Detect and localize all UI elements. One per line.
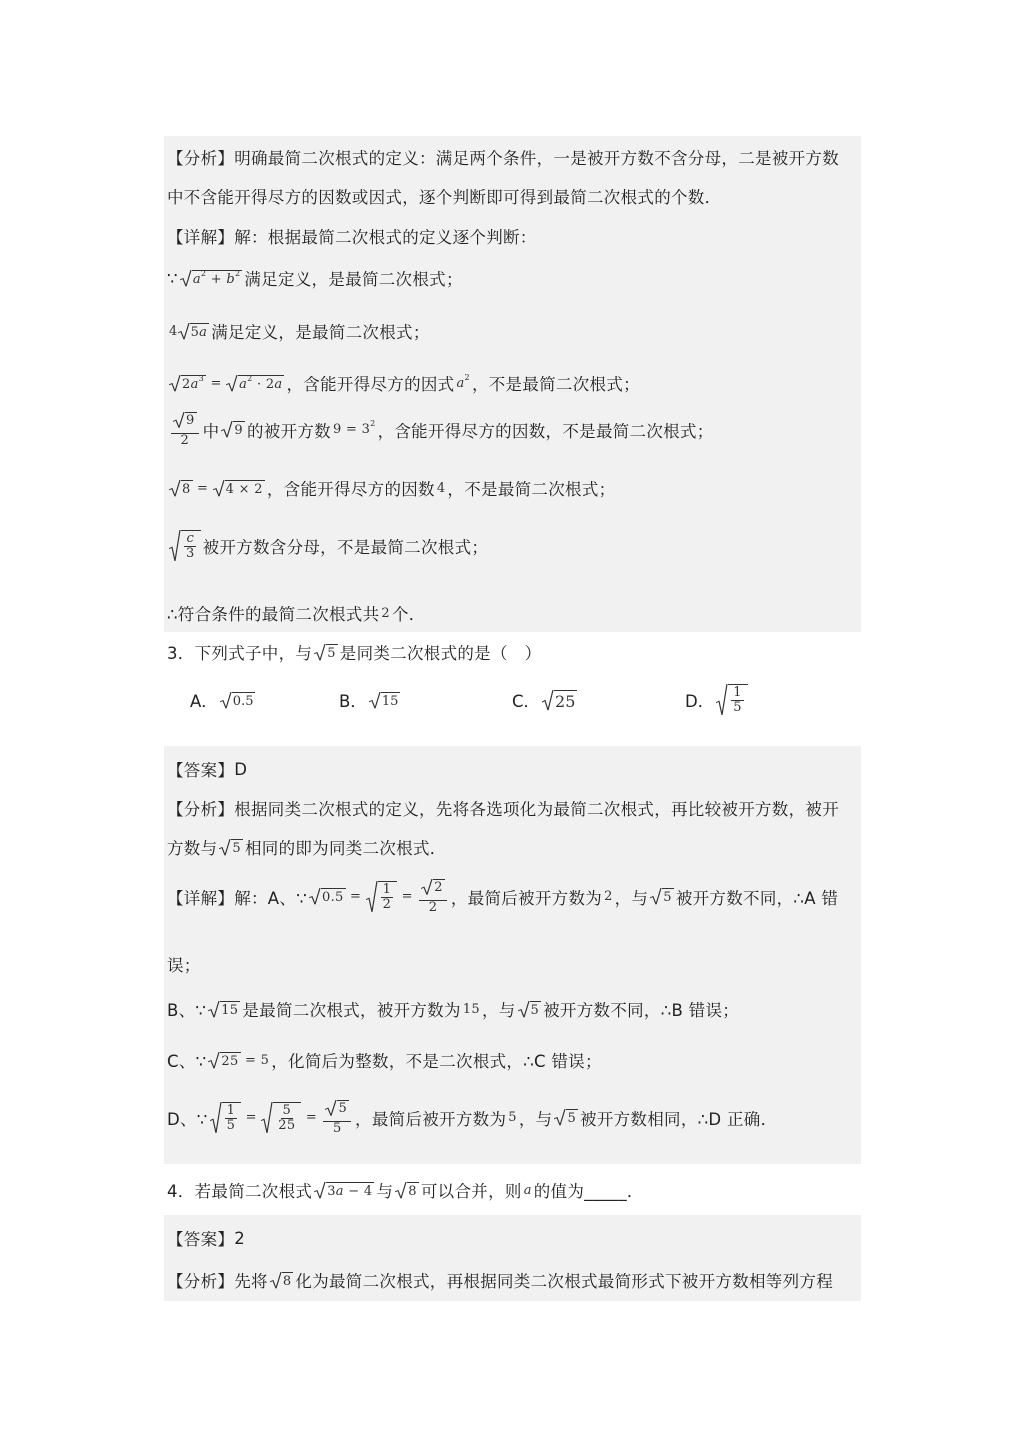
analysis-tag: 【分析】 xyxy=(167,149,235,168)
option-radicand: 0.5 xyxy=(232,693,254,709)
q2-analysis-line-1 xyxy=(167,145,861,169)
math-radical: 15 xyxy=(208,1001,240,1018)
q4-analysis xyxy=(167,1268,861,1292)
q2-row-3 xyxy=(167,371,861,395)
row-text: ，不是最简二次根式； xyxy=(471,375,640,394)
detail-text: 误； xyxy=(167,956,201,975)
q2-row-2 xyxy=(167,319,861,343)
answer-value: D xyxy=(234,759,248,779)
option-c xyxy=(512,688,579,712)
math-radical: 8 xyxy=(270,1272,294,1289)
detail-text: ，与 xyxy=(481,1001,516,1020)
detail-tag: 【详解】 xyxy=(167,228,235,247)
option-math xyxy=(220,692,256,709)
math-radical: 5 xyxy=(219,839,243,856)
math-radical-fraction: $\frac{c}{3}$ xyxy=(169,530,201,562)
analysis-text: 先将 xyxy=(234,1272,268,1291)
detail-text: 被开方数相同，∴D 正确． xyxy=(580,1109,778,1129)
analysis-text: 根据同类二次根式的定义，先将各选项化为最简二次根式，再比较被开方数，被开 xyxy=(234,800,840,819)
option-radicand: 15 xyxy=(381,693,399,709)
detail-number: 5 xyxy=(508,1110,517,1126)
math-radical: 8 xyxy=(395,1182,419,1199)
math-expression: 0.5 = $\frac{1}{2}$ = $\frac{2}{2}$ xyxy=(309,879,449,915)
detail-text: ，与 xyxy=(614,888,649,908)
q2-row-5 xyxy=(167,476,861,500)
stem-text: 与 xyxy=(376,1182,394,1201)
detail-text: ，化简后为整数，不是二次根式，∴C 错误； xyxy=(271,1052,602,1071)
variable: a xyxy=(523,1182,532,1198)
math-radical: 5 xyxy=(314,644,338,661)
math-inline: 4 xyxy=(436,480,446,496)
analysis-text: 中不含能开得尽方的因数或因式，逐个判断即可得到最简二次根式的个数． xyxy=(167,188,722,207)
row-text: ，含能开得尽方的因数，不是最简二次根式； xyxy=(377,421,714,441)
q3-detail-a xyxy=(167,879,861,915)
math-expression: 25 = 5 xyxy=(208,1052,269,1069)
stem-text: 4．若最简二次根式 xyxy=(167,1182,313,1201)
row-text: 被开方数含分母，不是最简二次根式； xyxy=(202,537,489,557)
math-expression: 8 = 4 × 2 xyxy=(169,480,265,497)
math-expression: $\frac{1}{5}$ = $\frac{5}{25}$ = $\frac{5}{5}$ xyxy=(210,1100,353,1136)
math-radical: 5 xyxy=(518,1001,542,1018)
math-radical: 5 xyxy=(650,888,674,905)
row-text: ，不是最简二次根式； xyxy=(447,480,616,499)
answer-tag: 【答案】 xyxy=(167,1230,235,1249)
detail-number: 15 xyxy=(462,1001,480,1017)
q4-stem xyxy=(167,1178,861,1202)
option-a xyxy=(190,688,257,712)
detail-text: C、∵ xyxy=(167,1052,207,1071)
math-radical: 3 a − 4 xyxy=(314,1182,374,1199)
row-text: 中 xyxy=(202,421,220,441)
stem-text: 3．下列式子中，与 xyxy=(167,644,313,663)
stem-text: 的值为_____． xyxy=(533,1182,644,1201)
detail-text: 解：根据最简二次根式的定义逐个判断： xyxy=(234,228,537,247)
row-text: 满足定义，是最简二次根式； xyxy=(244,270,463,289)
fraction-numerator: 1 xyxy=(733,685,742,700)
math-inline: 9 = 3 2 xyxy=(332,419,376,438)
q2-conclusion xyxy=(167,601,861,625)
q3-detail-c xyxy=(167,1048,861,1072)
row-text: ，含能开得尽方的因式 xyxy=(286,375,455,394)
option-math xyxy=(542,690,577,711)
q3-stem xyxy=(167,640,861,664)
q2-row-1 xyxy=(167,266,861,290)
q2-analysis-line-2 xyxy=(167,184,861,208)
q3-answer xyxy=(167,757,861,781)
math-inline: a 2 xyxy=(456,372,470,391)
q3-analysis-line-1 xyxy=(167,796,861,820)
q3-detail-a-wrap xyxy=(167,952,861,976)
row-text: ，含能开得尽方的因数 xyxy=(266,480,435,499)
q4-answer xyxy=(167,1226,861,1250)
detail-text: B、∵ xyxy=(167,1001,207,1020)
detail-text: D、∵ xyxy=(167,1109,208,1129)
detail-text: 被开方数不同，∴B 错误； xyxy=(543,1001,740,1020)
option-radicand: 25 xyxy=(555,691,576,711)
detail-number: 2 xyxy=(604,889,613,905)
answer-value: 2 xyxy=(234,1228,246,1248)
analysis-tag: 【分析】 xyxy=(167,800,235,819)
option-d xyxy=(685,684,750,716)
answer-tag: 【答案】 xyxy=(167,761,235,780)
math-expression: 2 a 3 = a 2 · 2 a xyxy=(169,375,284,392)
math-radical: 5 xyxy=(554,1109,578,1126)
detail-tag: 【详解】 xyxy=(167,888,235,908)
q2-row-6 xyxy=(167,530,861,562)
analysis-text: 化为最简二次根式，再根据同类二次根式最简形式下被开方数相等列方程 xyxy=(295,1272,833,1291)
option-b xyxy=(339,688,402,712)
row-text: 的被开方数 xyxy=(246,421,331,441)
analysis-tag: 【分析】 xyxy=(167,1272,235,1291)
q3-detail-b xyxy=(167,997,861,1021)
q2-row-4 xyxy=(167,412,861,448)
conclusion-text: 个． xyxy=(391,605,426,624)
detail-text: 被开方数不同，∴A 错 xyxy=(675,888,839,908)
detail-text: 是最简二次根式，被开方数为 xyxy=(242,1001,461,1020)
detail-text: 解：A、∵ xyxy=(234,888,307,908)
stem-text: 是同类二次根式的是（ ） xyxy=(339,644,542,663)
q3-analysis-line-2 xyxy=(167,835,861,859)
math-fraction: $\frac{9}{2}$ xyxy=(169,412,201,448)
detail-text: ，最简后被开方数为 xyxy=(355,1109,507,1129)
detail-text: ，与 xyxy=(518,1109,553,1129)
stem-text: 可以合并，则 xyxy=(420,1182,522,1201)
q2-detail-intro xyxy=(167,224,861,248)
math-radical: 9 xyxy=(221,421,245,438)
q3-detail-d xyxy=(167,1100,861,1136)
row-text: 满足定义，是最简二次根式； xyxy=(211,323,430,342)
math-radical: a 2 + b 2 xyxy=(180,270,243,287)
analysis-text: 明确最简二次根式的定义：满足两个条件，一是被开方数不含分母，二是被开方数 xyxy=(234,149,840,168)
detail-text: ，最简后被开方数为 xyxy=(450,888,603,908)
fraction-denominator: 5 xyxy=(733,700,742,716)
analysis-text: 方数与 xyxy=(167,839,218,858)
because-symbol: ∵ xyxy=(167,268,178,288)
option-label: A． xyxy=(190,692,218,711)
analysis-text: 相同的即为同类二次根式． xyxy=(244,839,447,858)
option-label: D． xyxy=(685,691,715,711)
option-label: B． xyxy=(339,692,367,711)
math-radical: 4 5 a xyxy=(169,323,208,340)
conclusion-text: ∴符合条件的最简二次根式共 xyxy=(167,605,380,624)
conclusion-number: 2 xyxy=(381,605,390,621)
option-math xyxy=(716,684,747,716)
option-label: C． xyxy=(512,692,541,711)
option-math xyxy=(369,692,401,709)
